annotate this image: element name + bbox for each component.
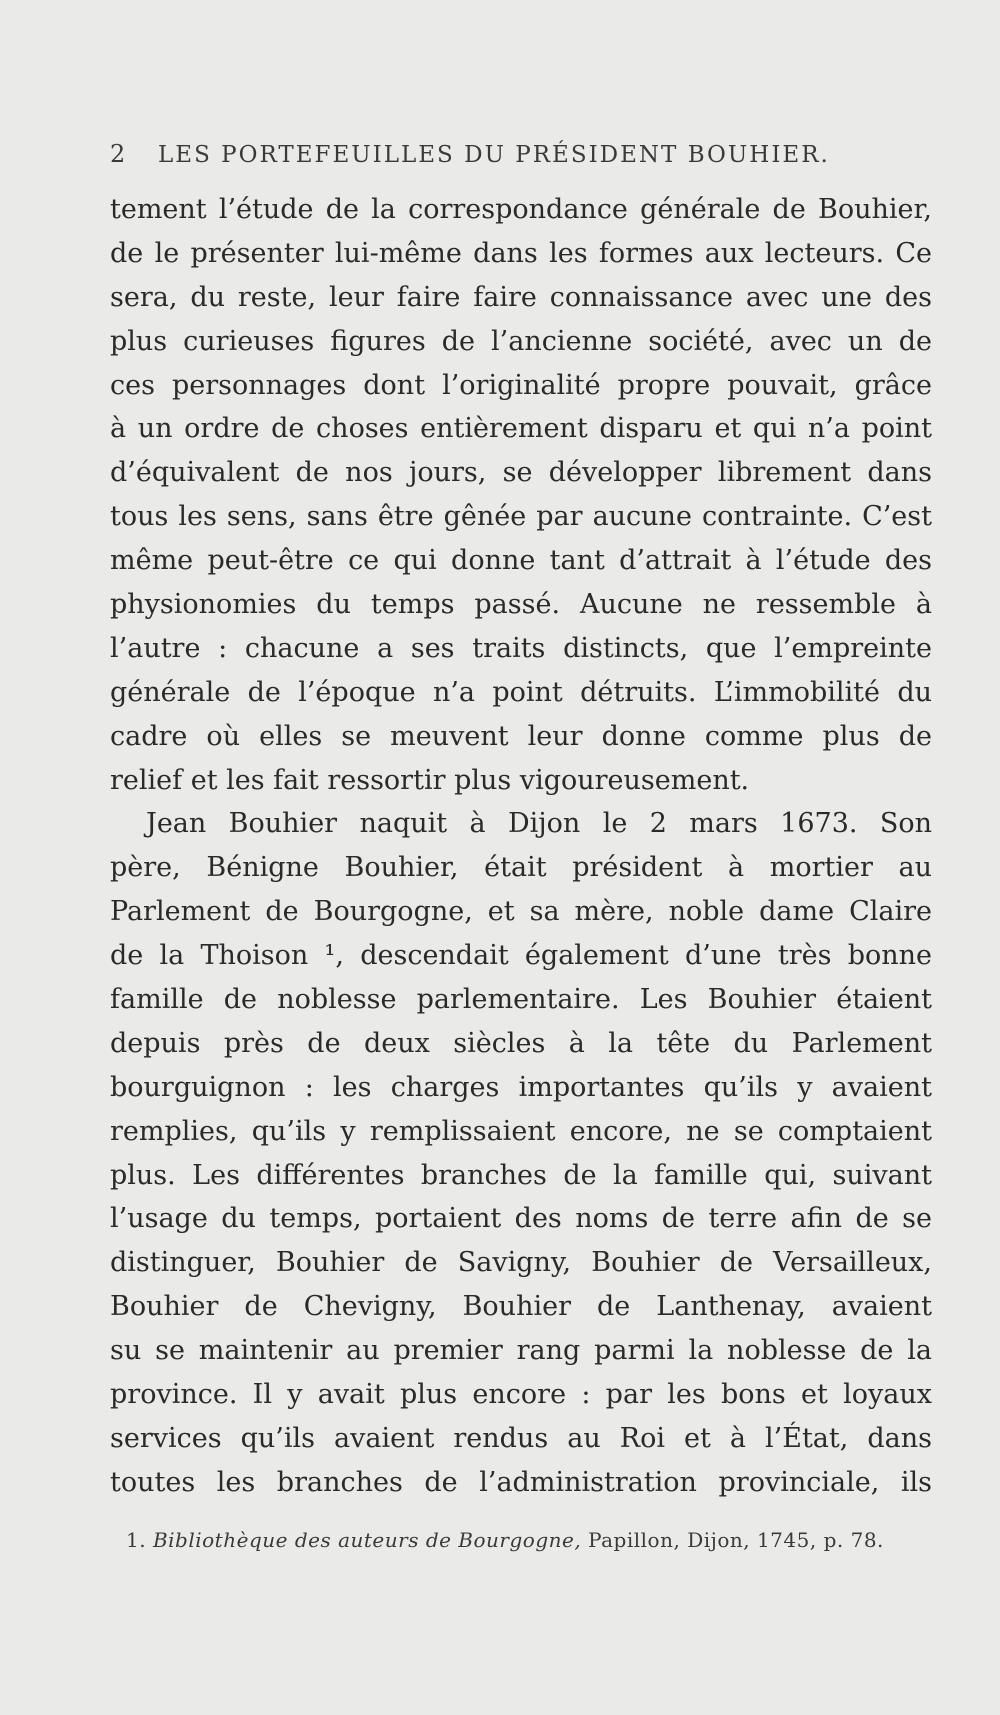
text-line: bourguignon : les charges importantes qu’ils y avaient (110, 1071, 932, 1103)
text-line: l’usage du temps, portaient des noms de terre afin de se (110, 1203, 932, 1235)
footnote-title: Bibliothèque des auteurs de Bourgogne, (152, 1528, 582, 1552)
text-line: de le présenter lui-même dans les formes aux lecteurs. Ce (110, 237, 932, 269)
text-line: plus. Les différentes branches de la famille qui, suivant (110, 1159, 932, 1191)
text-line: distinguer, Bouhier de Savigny, Bouhier de Versailleux, (110, 1247, 932, 1279)
footnote-citation: Papillon, Dijon, 1745, p. 78. (588, 1528, 884, 1552)
text-line: générale de l’époque n’a point détruits. L’immobilité du (110, 676, 932, 708)
text-line: services qu’ils avaient rendus au Roi et à l’État, dans (110, 1422, 932, 1454)
footnote-number: 1. (126, 1528, 147, 1552)
text-line: su se maintenir au premier rang parmi la noblesse de la (110, 1335, 932, 1367)
body-text (110, 188, 932, 1505)
text-line: plus curieuses figures de l’ancienne société, avec un de (110, 325, 932, 357)
text-line: l’autre : chacune a ses traits distincts, que l’empreinte (110, 632, 932, 664)
text-line: Jean Bouhier naquit à Dijon le 2 mars 1673. Son (146, 808, 932, 840)
running-title: LES PORTEFEUILLES DU PRÉSIDENT BOUHIER. (158, 142, 830, 168)
text-line: cadre où elles se meuvent leur donne comme plus de (110, 720, 932, 752)
text-line: physionomies du temps passé. Aucune ne ressemble à (110, 589, 932, 621)
text-line: sera, du reste, leur faire faire connaissance avec une des (110, 281, 932, 313)
text-line: remplies, qu’ils y remplissaient encore, ne se comptaient (110, 1115, 932, 1147)
text-line: tement l’étude de la correspondance générale de Bouhier, (110, 194, 932, 225)
text-line: à un ordre de choses entièrement disparu et qui n’a point (110, 413, 932, 445)
text-line: d’équivalent de nos jours, se développer librement dans (110, 457, 932, 489)
text-line: province. Il y avait plus encore : par les bons et loyaux (110, 1379, 932, 1411)
text-line: ces personnages dont l’originalité propre pouvait, grâce (110, 369, 932, 401)
page-number: 2 (110, 140, 128, 168)
text-line: Parlement de Bourgogne, et sa mère, noble dame Claire (110, 896, 932, 928)
text-line: famille de noblesse parlementaire. Les Bouhier étaient (110, 984, 932, 1016)
text-line: de la Thoison ¹, descendait également d’une très bonne (110, 940, 932, 972)
running-header (110, 140, 840, 168)
text-line: tous les sens, sans être gênée par aucune contrainte. C’est (110, 501, 932, 533)
text-line: père, Bénigne Bouhier, était président à mortier au (110, 852, 932, 884)
text-line: Bouhier de Chevigny, Bouhier de Lanthenay, avaient (110, 1291, 932, 1323)
text-line: depuis près de deux siècles à la tête du Parlement (110, 1027, 932, 1059)
footnote (126, 1528, 926, 1552)
text-line: relief et les fait ressortir plus vigoureusement. (110, 764, 750, 796)
text-line: même peut-être ce qui donne tant d’attrait à l’étude des (110, 545, 932, 577)
text-line: toutes les branches de l’administration provinciale, ils (110, 1466, 932, 1498)
